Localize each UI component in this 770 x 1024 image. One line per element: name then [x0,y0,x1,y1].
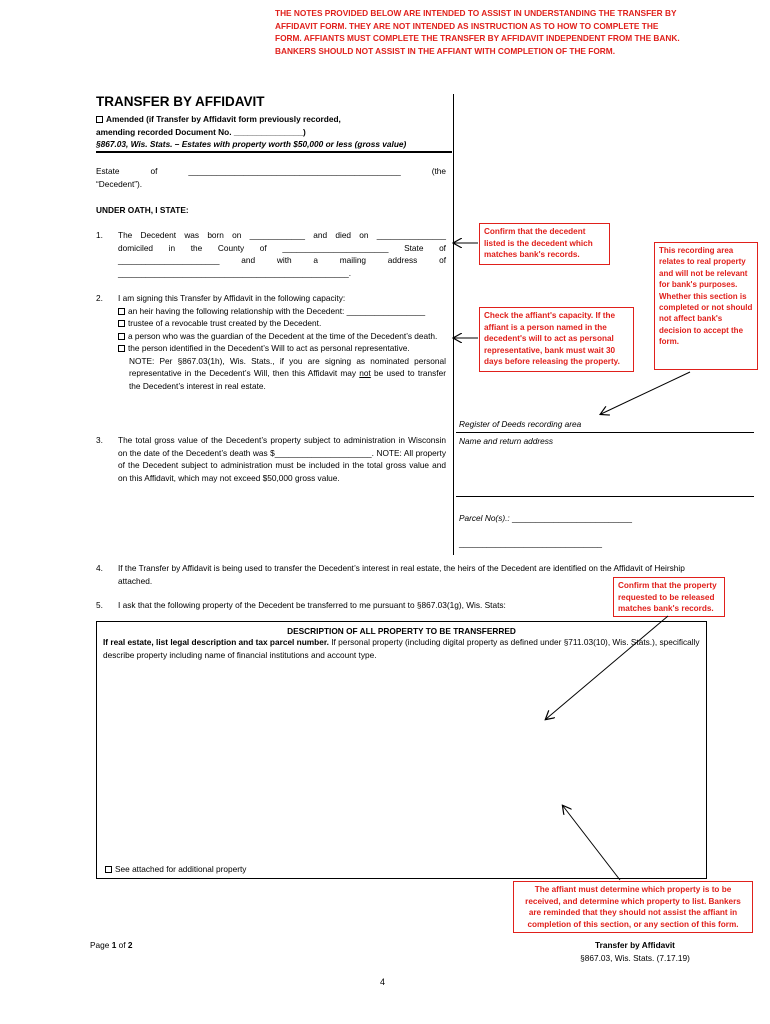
item5-number: 5. [96,600,103,610]
statute-line: §867.03, Wis. Stats. – Estates with property worth $50,000 or less (gross value) [96,139,407,149]
item1-number: 1. [96,230,103,240]
register-area-label: Register of Deeds recording area [459,419,582,429]
item2-intro: I am signing this Transfer by Affidavit in the following capacity: [118,293,346,303]
item2-note-not: not [359,368,371,378]
item5-text: I ask that the following property of the Decedent be transferred to me pursuant to §867.03(1g), Wis. Stats: [118,600,506,610]
footer-title: Transfer by Affidavit [595,940,675,950]
item1-line4: __________________________________________________. [118,267,352,278]
page-of: of [116,940,128,950]
arrow-recording [601,372,690,414]
estate-line-2: “Decedent”). [96,178,143,189]
personal-rep-label: the person identified in the Decedent’s Will to act as personal representative. [128,343,410,353]
callout-decedent: Confirm that the decedent listed is the decedent which matches bank's records. [479,223,610,265]
page-current: 1 [111,940,117,950]
callout-recording-area: This recording area relates to real property and will not be relevant for bank's purposes. Whether this section is completed or not should not affect bank's decision to accept the form. [654,242,758,370]
estate-line: Estate of ______________________________________________ (the [96,166,446,176]
page-label: Page [90,940,112,950]
item2-note-b: be used to transfer the Decedent’s interest in real estate. [129,368,446,391]
heir-label: an heir having the following relationship with the Decedent: _________________ [128,305,426,316]
item3-text: The total gross value of the Decedent’s property subject to administration in Wisconsin on the date of the Decedent’s death was $_____________________. NOTE: All property of the Decedent subject to administration must be included in the total gross value and on this Affidavit, which may not exceed $50,000 gross value. [118,435,446,483]
item1-line2: domiciled in the County of _______________________ State of [118,242,446,253]
amended-label: Amended (if Transfer by Affidavit form previously recorded, [106,114,341,124]
parcel-label: Parcel No(s).: [459,513,510,523]
amended-doc-line: amending recorded Document No. _______________) [96,126,306,137]
callout-property: Confirm that the property requested to be released matches bank's records. [613,577,725,617]
description-bold: If real estate, list legal description and tax parcel number. [103,637,329,647]
arrow-property [546,616,668,719]
callout-capacity: Check the affiant's capacity. If the affiant is a person named in the decedent's will to act as personal representative, bank must wait 30 days before releasing the property. [479,307,634,372]
form-title: TRANSFER BY AFFIDAVIT [96,94,265,109]
parcel-blank[interactable]: __________________________ [512,513,633,523]
item2-number: 2. [96,293,103,303]
parcel-blank-2[interactable]: _______________________________ [459,538,603,548]
page-total: 2 [127,940,133,950]
item1-line3: ______________________ and with a mailing address of [118,255,446,265]
item2-note-a: NOTE: Per §867.03(1h), Wis. Stats., if you are signing as nominated personal representative in the Decedent’s Will, then this Affidavit may [129,355,446,378]
name-return-label: Name and return address [459,436,554,446]
oath-heading: UNDER OATH, I STATE: [96,205,189,215]
trustee-label: trustee of a revocable trust created by the Decedent. [128,318,322,328]
description-title: DESCRIPTION OF ALL PROPERTY TO BE TRANSFERRED [287,626,516,636]
page-number: 4 [380,977,386,987]
item4-number: 4. [96,563,103,573]
guardian-label: a person who was the guardian of the Decedent at the time of the Decedent’s death. [128,330,438,341]
callout-affiant: The affiant must determine which property is to be received, and determine which property to list. Bankers are reminded that they should not assist the affiant in completion of this section, or any section of this form. [513,881,753,933]
item4-text: If the Transfer by Affidavit is being used to transfer the Decedent’s interest in real estate, the heirs of the Decedent are identified on the Affidavit of Heirship attached. [118,563,685,586]
footer-statute: §867.03, Wis. Stats. (7.17.19) [580,953,690,963]
item1-line1: The Decedent was born on ____________ and died on _______________ [118,230,446,240]
arrow-affiant [563,806,620,880]
description-rest: If personal property (including digital property as defined under §711.03(10), Wis. Stats.), specifically describe property including name of financial institutions and account type. [103,637,700,660]
item3-number: 3. [96,435,103,445]
top-disclaimer-note: THE NOTES PROVIDED BELOW ARE INTENDED TO ASSIST IN UNDERSTANDING THE TRANSFER BY AFFIDAVIT FORM. THEY ARE NOT INTENDED AS INSTRUCTION AS TO HOW TO COMPLETE THE FORM. AFFIANTS MUST COMPLETE THE TRANSFER BY AFFIDAVIT INDEPENDENT FROM THE BANK. BANKERS SHOULD NOT ASSIST IN THE AFFIANT WITH COMPLETION OF THE FORM. [275,8,680,56]
see-attached-label: See attached for additional property [115,863,247,874]
